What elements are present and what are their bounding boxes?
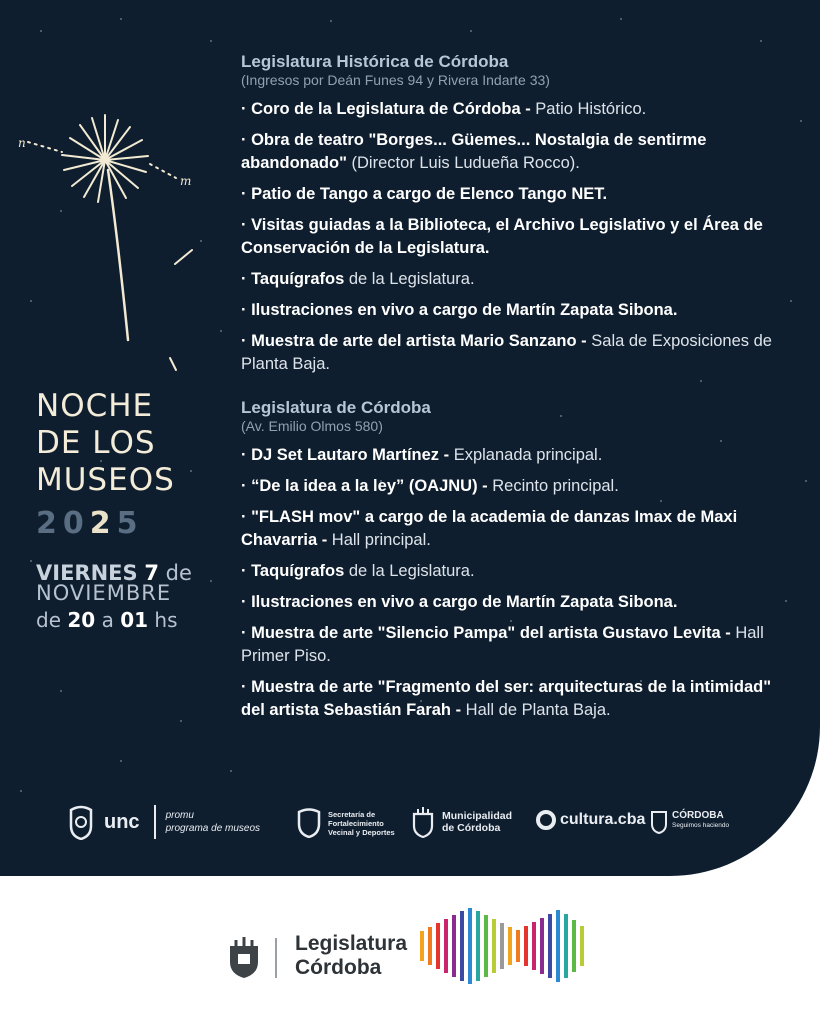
color-bar — [508, 927, 512, 965]
activity-item — [241, 129, 781, 175]
cordoba-logo — [650, 808, 729, 834]
color-bar — [428, 927, 432, 965]
title-line-1: NOCHE — [36, 388, 154, 424]
color-bar — [444, 919, 448, 973]
activity-bold: · Ilustraciones en vivo a cargo de Martín Zapata Sibona. — [241, 593, 678, 611]
activity-item — [241, 299, 781, 322]
program-content — [241, 52, 781, 730]
activity-bold: · Muestra de arte "Silencio Pampa" del artista Gustavo Levita - — [241, 624, 736, 642]
event-title — [36, 388, 175, 499]
color-bar — [572, 920, 576, 972]
year-part-c: 5 — [116, 506, 144, 541]
title-line-2: DE LOS — [36, 425, 156, 461]
time-from: 20 — [67, 608, 96, 632]
venue-name: Legislatura Histórica de Córdoba — [241, 52, 509, 71]
activity-bold: · Obra de teatro "Borges... Güemes... Nostalgia de sentirme abandonado" — [241, 131, 707, 172]
year-part-a: 20 — [36, 506, 90, 541]
activity-detail: Recinto principal. — [492, 477, 619, 495]
footer-brand-line-2: Córdoba — [295, 956, 382, 979]
color-bar — [548, 914, 552, 978]
secretaria-logo — [296, 808, 395, 838]
activity-item — [241, 560, 781, 583]
activity-detail: Patio Histórico. — [535, 100, 647, 118]
secretaria-line-1: Secretaría de — [328, 809, 376, 819]
venue-block — [241, 52, 781, 376]
event-year — [36, 506, 144, 541]
color-bars-graphic — [420, 906, 600, 986]
activity-bold: · Visitas guiadas a la Biblioteca, el Archivo Legislativo y el Área de Conservación de la Legislatura. — [241, 216, 763, 257]
time-prefix: de — [36, 608, 61, 632]
activity-detail: Hall Primer Piso. — [241, 624, 764, 665]
color-bar — [516, 930, 520, 962]
promu-title: promu — [165, 810, 194, 821]
sponsor-logos — [0, 800, 820, 850]
cultura-circle-icon — [536, 810, 556, 830]
color-bar — [484, 915, 488, 977]
color-bar — [452, 915, 456, 977]
date-month: NOVIEMBRE — [36, 581, 172, 605]
activity-item — [241, 98, 781, 121]
firework-illustration — [0, 100, 230, 380]
activity-bold: · Muestra de arte "Fragmento del ser: arquitecturas de la intimidad" del artista Sebastián Farah - — [241, 678, 772, 719]
municipalidad-logo — [410, 806, 512, 838]
legislatura-crest-icon — [226, 936, 262, 980]
shield-icon — [296, 808, 322, 838]
activity-item — [241, 183, 781, 206]
cultura-cba-logo — [536, 810, 645, 830]
activity-bold: · "FLASH mov" a cargo de la academia de danzas Imax de Maxi Chavarria - — [241, 508, 738, 549]
activity-item — [241, 622, 781, 668]
secretaria-line-3: Vecinal y Deportes — [328, 827, 395, 837]
svg-text:n: n — [18, 136, 26, 150]
activity-detail: Explanada principal. — [453, 446, 603, 464]
venue-name: Legislatura de Córdoba — [241, 398, 431, 417]
event-date — [36, 562, 192, 637]
unc-text: unc — [104, 810, 140, 833]
muni-line-2: de Córdoba — [442, 822, 501, 834]
svg-text:m: m — [180, 174, 192, 188]
cordoba-emblem-icon — [650, 808, 668, 834]
color-bar — [500, 923, 504, 969]
activity-item — [241, 330, 781, 376]
cordoba-title: CÓRDOBA — [672, 810, 724, 821]
color-bar — [524, 926, 528, 966]
activity-detail: Hall principal. — [331, 531, 431, 549]
activity-item — [241, 475, 781, 498]
activity-item — [241, 444, 781, 467]
color-bar — [468, 908, 472, 984]
color-bar — [436, 923, 440, 969]
color-bar — [556, 910, 560, 982]
venue-block — [241, 398, 781, 722]
color-bar — [420, 931, 424, 961]
activity-detail: Sala de Exposiciones de Planta Baja. — [241, 332, 772, 373]
venue-address: (Av. Emilio Olmos 580) — [241, 418, 383, 434]
activity-detail: (Director Luis Ludueña Rocco). — [351, 154, 580, 172]
activity-detail: de la Legislatura. — [348, 270, 475, 288]
activity-item — [241, 676, 781, 722]
time-to: 01 — [120, 608, 149, 632]
activity-detail: de la Legislatura. — [348, 562, 475, 580]
color-bar — [540, 918, 544, 974]
activity-item — [241, 268, 781, 291]
coat-of-arms-icon — [410, 806, 436, 838]
activity-bold: · “De la idea a la ley” (OAJNU) - — [241, 477, 493, 495]
promu-subtitle: programa de museos — [165, 823, 261, 834]
color-bar — [476, 911, 480, 981]
cordoba-tagline: Seguimos haciendo — [672, 822, 730, 829]
time-hs: hs — [154, 608, 178, 632]
color-bar — [532, 922, 536, 970]
activity-detail: Hall de Planta Baja. — [465, 701, 611, 719]
year-part-b: 2 — [89, 506, 117, 541]
activity-bold: · Patio de Tango a cargo de Elenco Tango NET. — [241, 185, 608, 203]
title-line-3: MUSEOS — [36, 462, 175, 498]
activity-bold: · Taquígrafos — [241, 270, 349, 288]
color-bar — [460, 911, 464, 981]
color-bar — [564, 914, 568, 978]
footer-brand — [295, 932, 407, 980]
activity-bold: · Ilustraciones en vivo a cargo de Martín Zapata Sibona. — [241, 301, 678, 319]
activity-item — [241, 591, 781, 614]
secretaria-line-2: Fortalecimiento — [328, 818, 384, 828]
color-bar — [492, 919, 496, 973]
venue-address: (Ingresos por Deán Funes 94 y Rivera Indarte 33) — [241, 72, 550, 88]
time-a: a — [101, 608, 114, 632]
date-weekday: VIERNES — [36, 561, 138, 585]
date-de: de — [165, 561, 192, 585]
footer-brand-line-1: Legislatura — [295, 932, 408, 955]
activity-bold: · DJ Set Lautaro Martínez - — [241, 446, 454, 464]
date-day: 7 — [144, 561, 159, 585]
unc-shield-icon — [66, 804, 96, 840]
footer — [0, 876, 820, 1024]
cultura-text: cultura.cba — [560, 811, 646, 828]
muni-line-1: Municipalidad — [442, 810, 513, 822]
activity-item — [241, 506, 781, 552]
activity-bold: · Coro de la Legislatura de Córdoba - — [241, 100, 536, 118]
activity-bold: · Muestra de arte del artista Mario Sanzano - — [241, 332, 592, 350]
unc-logo — [66, 804, 260, 840]
activity-bold: · Taquígrafos — [241, 562, 349, 580]
activity-item — [241, 214, 781, 260]
color-bar — [580, 926, 584, 966]
